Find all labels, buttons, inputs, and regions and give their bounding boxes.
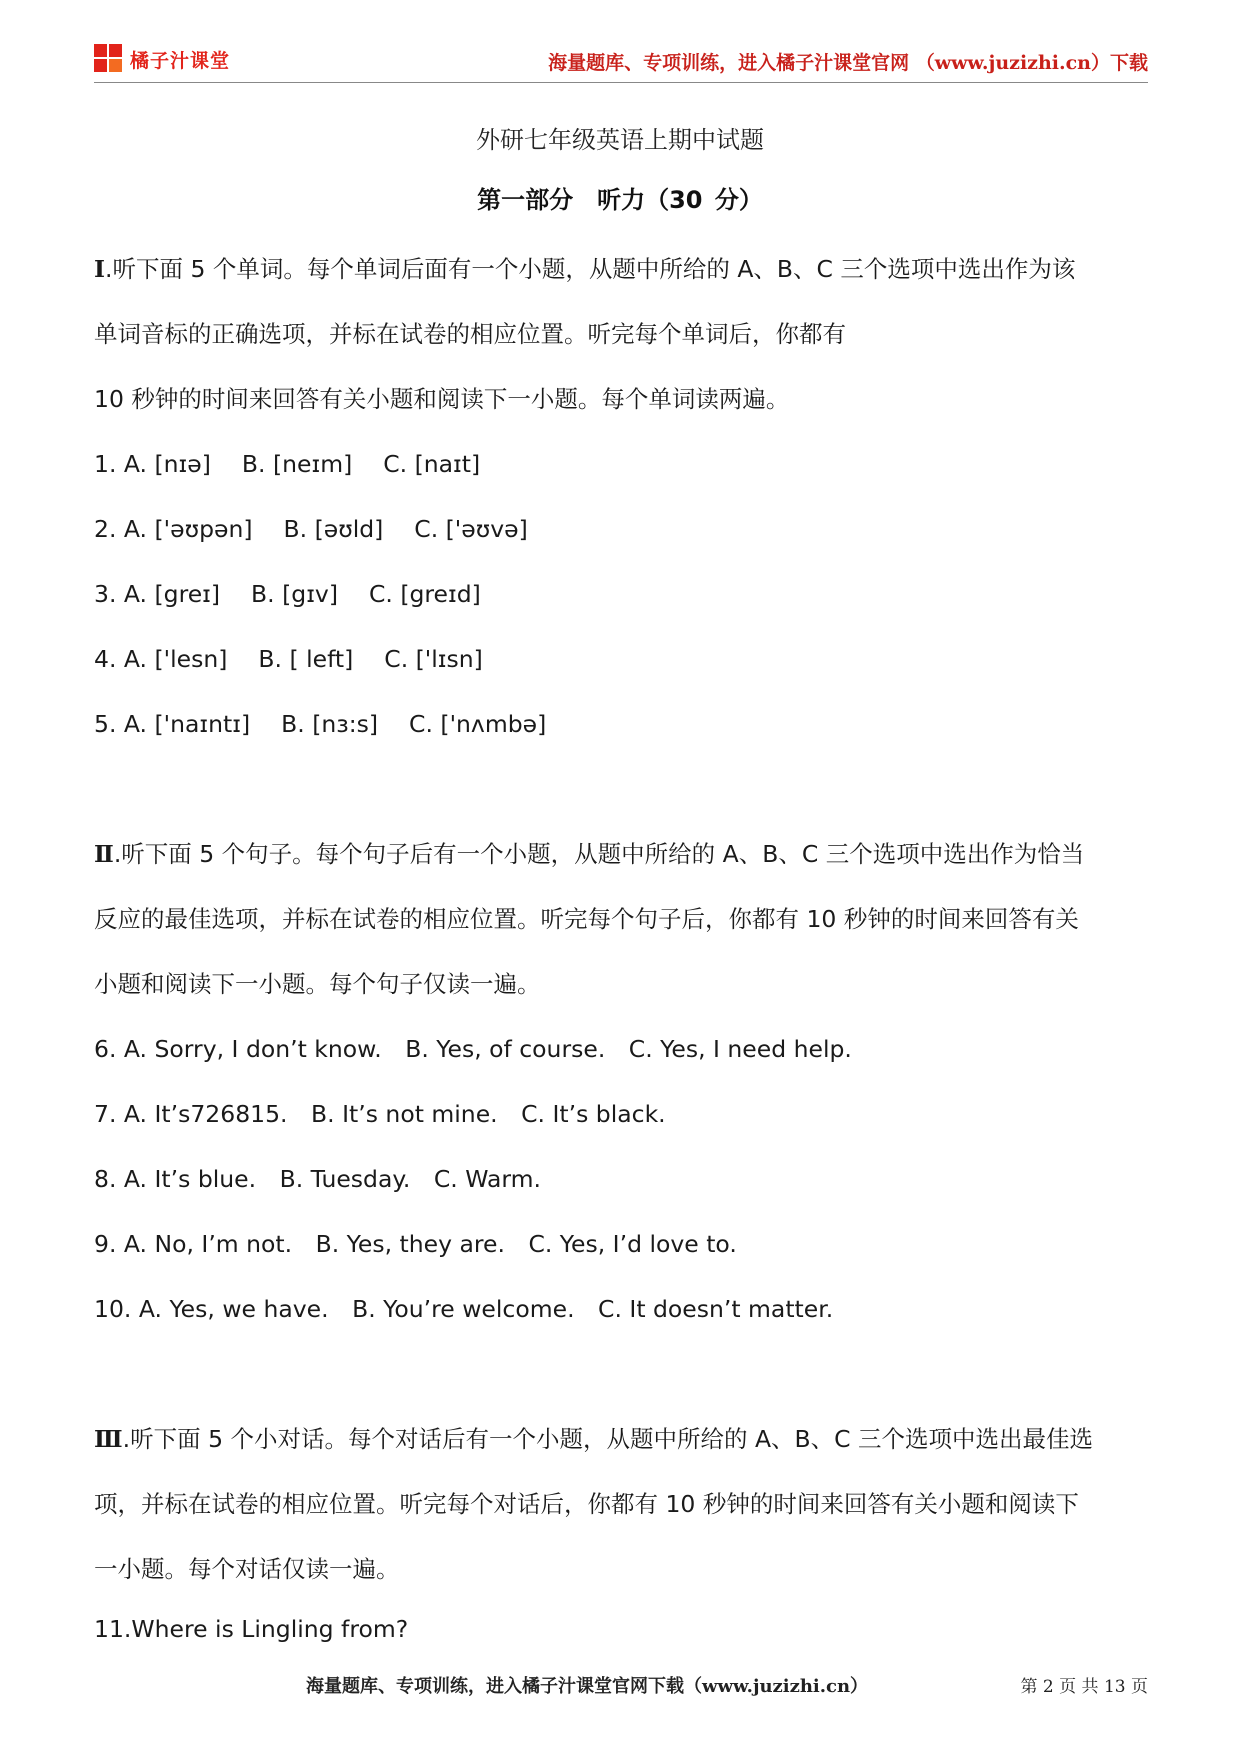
section1-intro-line-2: 单词音标的正确选项，并标在试卷的相应位置。听完每个单词后，你都有 bbox=[94, 320, 846, 348]
section1-label: Ⅰ bbox=[94, 255, 105, 283]
section3-intro-line-2: 项，并标在试卷的相应位置。听完每个对话后，你都有 10 秒钟的时间来回答有关小题和阅读下 bbox=[94, 1490, 1079, 1518]
question-10: 10. A. Yes, we have. B. You’re welcome. C. It doesn’t matter. bbox=[94, 1295, 834, 1323]
section2-intro-line-1: Ⅱ.听下面 5 个句子。每个句子后有一个小题，从题中所给的 A、B、C 三个选项中选出作为恰当 bbox=[94, 840, 1085, 868]
question-1: 1. A. [nɪə] B. [neɪm] C. [naɪt] bbox=[94, 450, 481, 478]
question-8: 8. A. It’s blue. B. Tuesday. C. Warm. bbox=[94, 1165, 541, 1193]
section1-intro-line-3: 10 秒钟的时间来回答有关小题和阅读下一小题。每个单词读两遍。 bbox=[94, 385, 790, 413]
footer-tagline: 海量题库、专项训练，进入橘子汁课堂官网下载（www.juzizhi.cn） bbox=[306, 1676, 869, 1697]
logo-text: 橘子汁课堂 bbox=[130, 49, 231, 72]
part-title: 第一部分 听力（30 分） bbox=[477, 186, 763, 214]
question-5: 5. A. ['naɪntɪ] B. [nɜ:s] C. ['nʌmbə] bbox=[94, 710, 547, 738]
section3-intro-line-1: Ⅲ.听下面 5 个小对话。每个对话后有一个小题，从题中所给的 A、B、C 三个选项中选出最佳选 bbox=[94, 1425, 1094, 1453]
section3-label: Ⅲ bbox=[94, 1425, 123, 1453]
brand-logo[interactable] bbox=[94, 44, 230, 74]
section2-intro-line-2: 反应的最佳选项，并标在试卷的相应位置。听完每个句子后，你都有 10 秒钟的时间来回答有关 bbox=[94, 905, 1079, 933]
question-11: 11.Where is Lingling from? bbox=[94, 1615, 409, 1643]
question-4: 4. A. ['lesn] B. [ left] C. ['lɪsn] bbox=[94, 645, 483, 673]
question-9: 9. A. No, I’m not. B. Yes, they are. C. Yes, I’d love to. bbox=[94, 1230, 737, 1258]
section2-intro-line-3: 小题和阅读下一小题。每个句子仅读一遍。 bbox=[94, 970, 541, 998]
question-2: 2. A. ['əʊpən] B. [əʊld] C. ['əʊvə] bbox=[94, 515, 528, 543]
page-header bbox=[94, 44, 1148, 78]
section2-label: Ⅱ bbox=[94, 840, 114, 868]
document-title: 外研七年级英语上期中试题 bbox=[476, 126, 764, 154]
question-6: 6. A. Sorry, I don’t know. B. Yes, of course. C. Yes, I need help. bbox=[94, 1035, 852, 1063]
section3-intro-line-3: 一小题。每个对话仅读一遍。 bbox=[94, 1555, 400, 1583]
header-divider bbox=[94, 82, 1148, 83]
question-7: 7. A. It’s726815. B. It’s not mine. C. It’s black. bbox=[94, 1100, 666, 1128]
section1-intro-line-1: Ⅰ.听下面 5 个单词。每个单词后面有一个小题，从题中所给的 A、B、C 三个选项中选出作为该 bbox=[94, 255, 1076, 283]
question-3: 3. A. [greɪ] B. [gɪv] C. [greɪd] bbox=[94, 580, 481, 608]
page-number: 第 2 页 共 13 页 bbox=[1020, 1677, 1148, 1697]
header-tagline: 海量题库、专项训练，进入橘子汁课堂官网 （www.juzizhi.cn）下载 bbox=[548, 52, 1148, 74]
logo-grid-icon bbox=[94, 44, 124, 74]
page-footer bbox=[0, 1672, 1240, 1702]
